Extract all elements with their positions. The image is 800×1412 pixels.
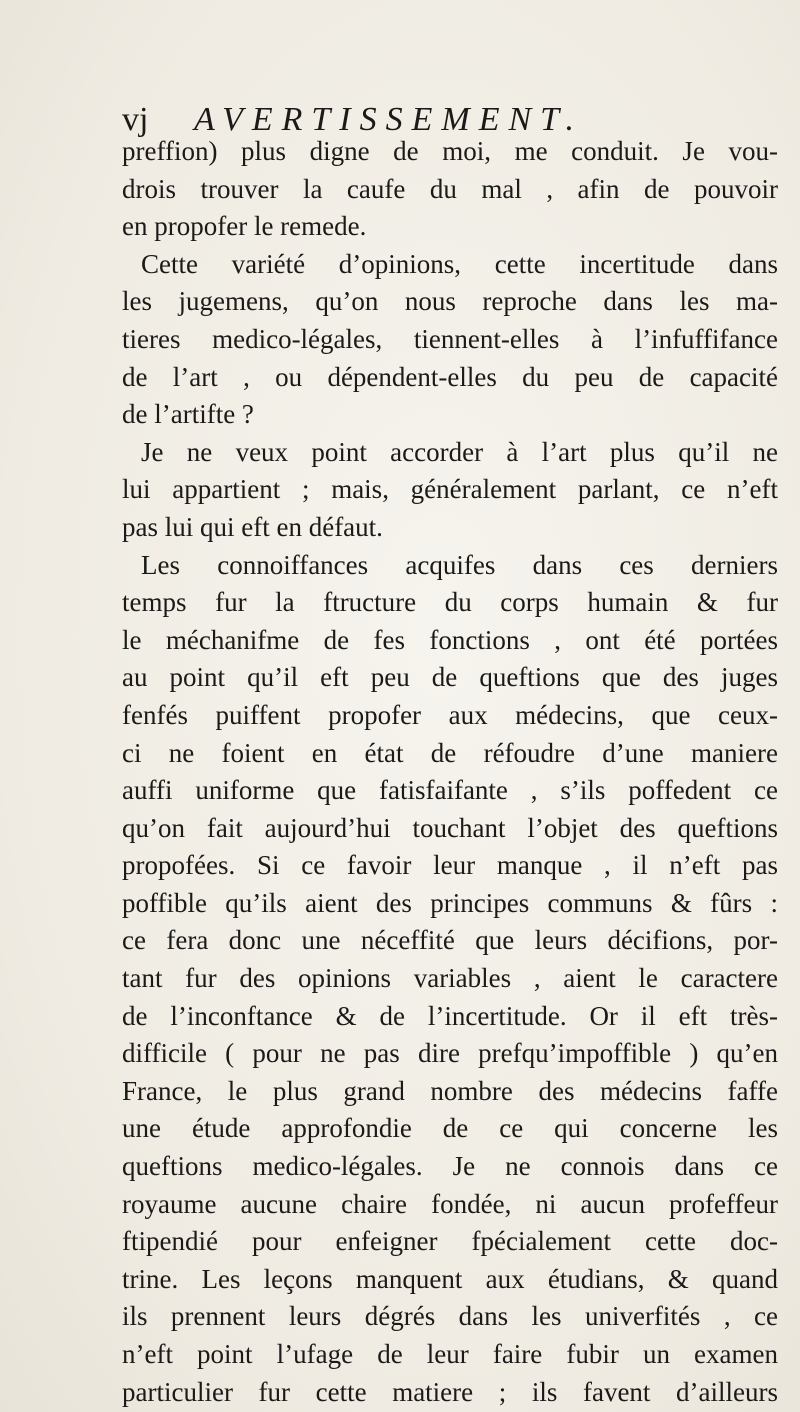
text-line: lui appartient ; mais, généralement parlant, ce n’eft (122, 474, 778, 505)
text-line: n’eft point l’ufage de leur faire fubir un examen (122, 1339, 778, 1369)
text-line: trine. Les leçons manquent aux étudians, & quand (122, 1263, 778, 1294)
page-number: vj (122, 101, 149, 138)
text-line: France, le plus grand nombre des médecins faffe (122, 1075, 778, 1106)
text-line: Cette variété d’opinions, cette incertitude dans (141, 248, 778, 279)
text-line: temps fur la ftructure du corps humain & fur (122, 587, 778, 618)
text-line: de l’art , ou dépendent-elles du peu de capacité (122, 361, 778, 392)
text-line: en propofer le remede. (122, 211, 367, 242)
text-line: le méchanifme de fes fonctions , ont été portées (122, 624, 778, 655)
running-title: AVERTISSEMENT. (194, 101, 584, 138)
body-text (122, 133, 778, 1411)
text-line: les jugemens, qu’on nous reproche dans les ma- (122, 286, 778, 317)
text-line: qu’on fait aujourd’hui touchant l’objet des queftions (122, 812, 778, 843)
text-line: de l’inconftance & de l’incertitude. Or il eft très- (122, 1000, 778, 1031)
text-line: queftions medico-légales. Je ne connois dans ce (122, 1151, 778, 1182)
text-line: tieres medico-légales, tiennent-elles à l’infuffifance (122, 323, 778, 354)
text-line: au point qu’il eft peu de queftions que des juges (122, 662, 778, 693)
text-line: ce fera donc une néceffité que leurs décifions, por- (122, 925, 778, 956)
text-line: pas lui qui eft en défaut. (122, 511, 383, 542)
text-line: une étude approfondie de ce qui concerne les (122, 1113, 778, 1144)
text-line: auffi uniforme que fatisfaifante , s’ils poffedent ce (122, 775, 778, 806)
text-line: preffion) plus digne de moi, me conduit. Je vou- (122, 136, 778, 166)
text-line: tant fur des opinions variables , aient le caractere (122, 963, 778, 994)
text-line: fenfés puiffent propofer aux médecins, que ceux- (122, 699, 778, 730)
text-line: Je ne veux point accorder à l’art plus qu’il ne (141, 436, 778, 467)
text-line: difficile ( pour ne pas dire prefqu’impoffible ) qu’en (122, 1038, 778, 1069)
text-line: ci ne foient en état de réfoudre d’une maniere (122, 737, 778, 768)
text-line: drois trouver la caufe du mal , afin de pouvoir (122, 173, 778, 204)
text-line: particulier fur cette matiere ; ils favent d’ailleurs (122, 1376, 778, 1407)
text-line: royaume aucune chaire fondée, ni aucun profeffeur (122, 1188, 778, 1219)
text-line: Les connoiffances acquifes dans ces derniers (141, 549, 778, 580)
text-line: ils prennent leurs dégrés dans les univerfités , ce (122, 1301, 778, 1332)
text-line: de l’artifte ? (122, 399, 254, 430)
text-line: poffible qu’ils aient des principes communs & fûrs : (122, 887, 778, 918)
text-line: propofées. Si ce favoir leur manque , il n’eft pas (122, 850, 778, 881)
text-line: ftipendié pour enfeigner fpécialement cette doc- (122, 1226, 778, 1257)
